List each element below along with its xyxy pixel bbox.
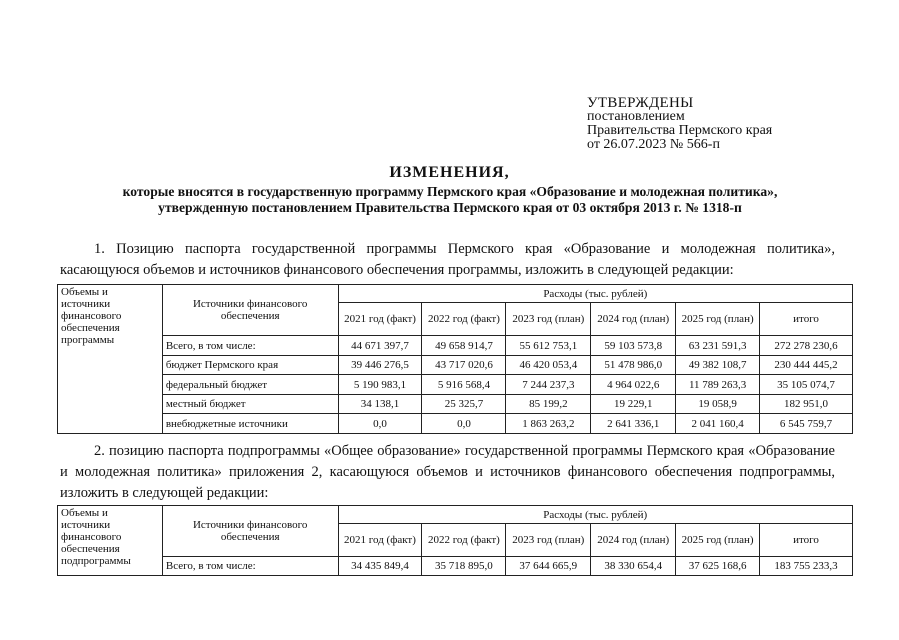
value-cell: 51 478 986,0: [591, 356, 676, 375]
value-cell: 7 244 237,3: [506, 375, 591, 395]
row-label-cell: Объемы и источники финансового обеспечения программы: [58, 285, 163, 434]
value-cell: 0,0: [338, 414, 422, 434]
value-cell: 25 325,7: [422, 395, 506, 414]
value-cell: 5 916 568,4: [422, 375, 506, 395]
value-cell: 11 789 263,3: [676, 375, 760, 395]
paragraph-2-text: 2. позицию паспорта подпрограммы «Общее образование» государственной программы Пермского края «Образование и молодежная политика» приложения 2, касающуюся объемов и источников финансового обеспечения подпрограммы, изложить в следующей редакции:: [60, 443, 835, 501]
value-cell: 59 103 573,8: [591, 336, 676, 356]
year-header: 2022 год (факт): [422, 303, 506, 336]
value-cell: 19 058,9: [676, 395, 760, 414]
table-row: [58, 557, 853, 576]
total-cell: 182 951,0: [760, 395, 853, 414]
value-cell: 55 612 753,1: [506, 336, 591, 356]
value-cell: 37 644 665,9: [506, 557, 591, 576]
value-cell: 46 420 053,4: [506, 356, 591, 375]
table-row: [58, 356, 853, 375]
year-header: 2024 год (план): [591, 303, 676, 336]
value-cell: 4 964 022,6: [591, 375, 676, 395]
total-cell: 230 444 445,2: [760, 356, 853, 375]
approval-line: постановлением: [587, 109, 685, 124]
value-cell: 43 717 020,6: [422, 356, 506, 375]
value-cell: 39 446 276,5: [338, 356, 422, 375]
subtitle-line: которые вносятся в государственную программу Пермского края «Образование и молодежная политика»,: [122, 184, 778, 199]
source-label: Всего, в том числе:: [162, 336, 338, 356]
total-cell: 272 278 230,6: [760, 336, 853, 356]
year-header: 2025 год (план): [676, 303, 760, 336]
value-cell: 35 718 895,0: [422, 557, 506, 576]
approval-line: Правительства Пермского края: [587, 123, 773, 138]
value-cell: 1 863 263,2: [506, 414, 591, 434]
value-cell: 44 671 397,7: [338, 336, 422, 356]
subtitle-line: утвержденную постановлением Правительства Пермского края от 03 октября 2013 г. № 1318-п: [158, 200, 742, 215]
value-cell: 63 231 591,3: [676, 336, 760, 356]
expenses-header: Расходы (тыс. рублей): [338, 285, 852, 303]
value-cell: 0,0: [422, 414, 506, 434]
table-row: [58, 336, 853, 356]
table-row: [58, 395, 853, 414]
value-cell: 38 330 654,4: [591, 557, 676, 576]
year-header: 2021 год (факт): [338, 524, 422, 557]
total-header: итого: [760, 303, 853, 336]
value-cell: 49 382 108,7: [676, 356, 760, 375]
value-cell: 49 658 914,7: [422, 336, 506, 356]
source-label: бюджет Пермского края: [162, 356, 338, 375]
paragraph-1-text: 1. Позицию паспорта государственной программы Пермского края «Образование и молодежная политика», касающуюся объемов и источников финансового обеспечения программы, изложить в следующей редакции:: [60, 241, 835, 278]
year-header: 2024 год (план): [591, 524, 676, 557]
source-label: внебюджетные источники: [162, 414, 338, 434]
total-cell: 35 105 074,7: [760, 375, 853, 395]
sources-header: Источники финансового обеспечения: [162, 285, 338, 336]
value-cell: 2 041 160,4: [676, 414, 760, 434]
document-subtitle: [60, 184, 840, 216]
year-header: 2021 год (факт): [338, 303, 422, 336]
year-header: 2023 год (план): [506, 524, 591, 557]
value-cell: 2 641 336,1: [591, 414, 676, 434]
table-row: [58, 414, 853, 434]
value-cell: 34 435 849,4: [338, 557, 422, 576]
year-header: 2023 год (план): [506, 303, 591, 336]
source-label: местный бюджет: [162, 395, 338, 414]
year-header: 2025 год (план): [676, 524, 760, 557]
approval-heading: УТВЕРЖДЕНЫ: [587, 95, 694, 111]
source-label: федеральный бюджет: [162, 375, 338, 395]
paragraph-1: [60, 239, 835, 281]
sources-header: Источники финансового обеспечения: [162, 506, 338, 557]
total-cell: 6 545 759,7: [760, 414, 853, 434]
table-row: [58, 375, 853, 395]
value-cell: 34 138,1: [338, 395, 422, 414]
source-label: Всего, в том числе:: [162, 557, 338, 576]
value-cell: 5 190 983,1: [338, 375, 422, 395]
document-title: ИЗМЕНЕНИЯ,: [389, 164, 510, 181]
financing-table-program: [57, 284, 853, 434]
row-label-cell: Объемы и источники финансового обеспечения подпрограммы: [58, 506, 163, 576]
value-cell: 37 625 168,6: [676, 557, 760, 576]
expenses-header: Расходы (тыс. рублей): [338, 506, 852, 524]
paragraph-2: [60, 441, 835, 504]
financing-table-subprogram: [57, 505, 853, 576]
year-header: 2022 год (факт): [422, 524, 506, 557]
approval-date: от 26.07.2023 № 566-п: [587, 137, 720, 152]
value-cell: 19 229,1: [591, 395, 676, 414]
total-cell: 183 755 233,3: [760, 557, 853, 576]
approval-block: [587, 96, 772, 152]
value-cell: 85 199,2: [506, 395, 591, 414]
total-header: итого: [760, 524, 853, 557]
